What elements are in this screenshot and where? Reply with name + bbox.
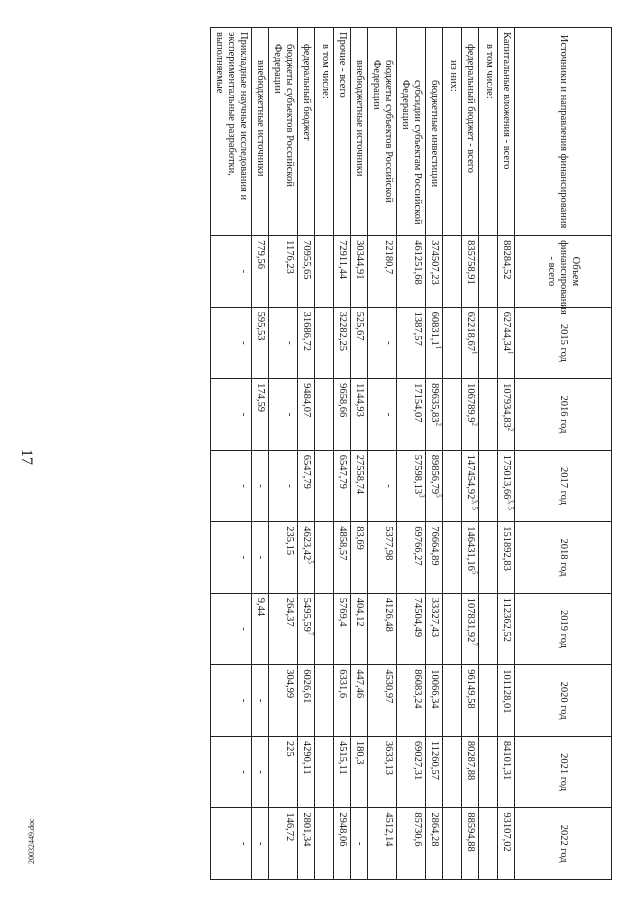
cell-value: -	[284, 412, 295, 417]
cell-value: 374507,23	[429, 240, 440, 285]
table-cell	[298, 665, 315, 737]
table-cell	[368, 307, 397, 379]
cell-value: 101128,01	[501, 669, 512, 714]
cell-value: 96149,58	[465, 669, 476, 709]
cell-value: -	[284, 341, 295, 345]
cell-value: 447,46	[354, 669, 365, 699]
table-cell	[211, 522, 252, 594]
cell-value: 4858,57	[337, 526, 348, 561]
table-cell	[479, 522, 498, 594]
document-code: 20032449.doc	[27, 818, 36, 864]
cell-value: 4512,14	[383, 812, 394, 847]
table-cell	[351, 236, 368, 308]
cell-value: 525,67	[354, 311, 365, 341]
table-cell	[426, 736, 443, 808]
table-cell	[334, 522, 351, 594]
table-cell	[269, 236, 298, 308]
table-cell	[269, 522, 298, 594]
cell-value: -	[238, 484, 249, 488]
table-cell	[397, 522, 426, 594]
cell-value: 147454,92	[465, 454, 476, 500]
table-cell	[479, 736, 498, 808]
table-cell	[252, 593, 269, 665]
table-cell	[351, 665, 368, 737]
cell-value: 264,37	[284, 597, 295, 627]
footnote-mark: 3, 5	[506, 499, 515, 510]
table-cell	[443, 736, 462, 808]
table-cell	[211, 736, 252, 808]
table-cell	[443, 808, 462, 880]
table-cell	[443, 522, 462, 594]
row-label: бюджетные инвестиции	[426, 28, 443, 236]
row-label: бюджеты субъектов Российской Федерации	[368, 28, 397, 236]
header-year: 2017 год	[515, 450, 612, 522]
footnote-mark: 7	[470, 642, 479, 646]
cell-value: -	[238, 698, 249, 703]
table-cell	[252, 379, 269, 451]
table-row	[334, 28, 351, 880]
row-label: федеральный бюджет - всего	[462, 28, 479, 236]
cell-value: 595,53	[255, 311, 266, 341]
table-cell	[479, 450, 498, 522]
cell-value: 2864,28	[429, 812, 440, 847]
cell-value: -	[238, 841, 249, 846]
table-row	[269, 28, 298, 880]
cell-value: -	[284, 484, 295, 488]
cell-value: 86083,24	[412, 669, 423, 709]
table-cell	[397, 736, 426, 808]
cell-value: 27558,74	[354, 454, 365, 495]
header-row	[515, 28, 612, 880]
table-cell	[351, 450, 368, 522]
row-label: внебюджетные источники	[252, 28, 269, 236]
table-cell	[334, 665, 351, 737]
row-label: из них:	[443, 28, 462, 236]
cell-value: -	[238, 627, 249, 631]
table-cell	[252, 236, 269, 308]
cell-value: -	[255, 698, 266, 703]
table-cell	[351, 593, 368, 665]
table-cell	[269, 808, 298, 880]
table-cell	[334, 307, 351, 379]
header-total: Объем финансирования - всего	[515, 236, 612, 308]
table-cell	[368, 593, 397, 665]
footnote-mark: 7	[306, 631, 315, 636]
table-cell	[426, 808, 443, 880]
header-year: 2020 год	[515, 665, 612, 737]
footnote-mark: 3, 5	[470, 499, 479, 510]
table-cell	[397, 379, 426, 451]
cell-value: 9,44	[255, 597, 266, 617]
table-cell	[298, 593, 315, 665]
table-cell	[397, 593, 426, 665]
header-year: 2019 год	[515, 593, 612, 665]
table-cell	[269, 736, 298, 808]
row-label: в том числе:	[315, 28, 334, 236]
header-source: Источники и направления финансирования	[515, 28, 612, 236]
table-cell	[368, 450, 397, 522]
table-cell	[426, 522, 443, 594]
table-row	[351, 28, 368, 880]
table-cell	[426, 236, 443, 308]
table-cell	[334, 236, 351, 308]
table-cell	[315, 236, 334, 308]
cell-value: 84101,31	[501, 740, 512, 781]
cell-value: 107934,83	[501, 383, 512, 428]
table-cell	[368, 236, 397, 308]
table-cell	[498, 379, 515, 451]
table-cell	[252, 736, 269, 808]
cell-value: 69766,27	[412, 526, 423, 566]
table-cell	[443, 236, 462, 308]
cell-value: 180,3	[354, 740, 365, 765]
cell-value: 146,72	[284, 812, 295, 842]
cell-value: 5495,59	[301, 597, 312, 632]
cell-value: 74504,49	[412, 597, 423, 638]
cell-value: 88284,52	[501, 240, 512, 280]
table-cell	[479, 665, 498, 737]
cell-value: 11260,57	[429, 740, 440, 780]
table-cell	[443, 593, 462, 665]
table-cell	[462, 379, 479, 451]
cell-value: 112362,52	[501, 597, 512, 643]
table-cell	[426, 307, 443, 379]
table-cell	[315, 808, 334, 880]
cell-value: 4290,11	[301, 740, 312, 775]
table-cell	[298, 307, 315, 379]
table-cell	[443, 379, 462, 451]
table-cell	[298, 450, 315, 522]
cell-value: 835758,91	[465, 240, 476, 285]
table-cell	[479, 307, 498, 379]
cell-value: 4623,42	[301, 526, 312, 561]
table-cell	[211, 808, 252, 880]
table-cell	[479, 808, 498, 880]
footnote-mark: 1	[434, 345, 443, 350]
table-cell	[498, 808, 515, 880]
cell-value: 106789,9	[465, 383, 476, 423]
table-cell	[479, 593, 498, 665]
cell-value: 3633,13	[383, 740, 394, 775]
table-cell	[351, 808, 368, 880]
cell-value: 17154,07	[412, 383, 423, 423]
row-label: Прочие - всего	[334, 28, 351, 236]
table-row	[462, 28, 479, 880]
cell-value: -	[255, 555, 266, 560]
cell-value: 1144,93	[354, 383, 365, 417]
footnote-mark: 5	[434, 494, 443, 498]
table-cell	[298, 736, 315, 808]
cell-value: 93107,02	[501, 812, 512, 852]
cell-value: 85730,6	[412, 812, 423, 847]
table-cell	[252, 307, 269, 379]
row-label: в том числе:	[479, 28, 498, 236]
cell-value: -	[238, 412, 249, 417]
table-cell	[269, 665, 298, 737]
table-cell	[426, 665, 443, 737]
table-cell	[498, 736, 515, 808]
table-cell	[426, 450, 443, 522]
table-cell	[368, 379, 397, 451]
cell-value: 2801,34	[301, 812, 312, 847]
cell-value: 60831,1	[429, 311, 440, 346]
table-cell	[351, 307, 368, 379]
cell-value: 6547,79	[301, 454, 312, 489]
cell-value: -	[383, 484, 394, 488]
table-row	[443, 28, 462, 880]
cell-value: -	[238, 341, 249, 345]
cell-value: 4126,48	[383, 597, 394, 632]
footnote-mark: 5	[306, 560, 315, 564]
table-cell	[498, 593, 515, 665]
table-cell	[479, 379, 498, 451]
cell-value: 32282,25	[337, 311, 348, 352]
table-cell	[269, 450, 298, 522]
cell-value: 83,69	[354, 526, 365, 550]
table-cell	[443, 307, 462, 379]
cell-value: -	[238, 555, 249, 560]
table-cell	[269, 379, 298, 451]
footnote-mark: 2	[470, 422, 479, 427]
cell-value: 88594,88	[465, 812, 476, 852]
table-cell	[269, 593, 298, 665]
header-year: 2021 год	[515, 736, 612, 808]
cell-value: 2948,06	[337, 812, 348, 847]
table-row	[252, 28, 269, 880]
table-cell	[298, 236, 315, 308]
table-row	[498, 28, 515, 880]
row-label: бюджеты субъектов Российской Федерации	[269, 28, 298, 236]
cell-value: 89856,79	[429, 454, 440, 495]
table-cell	[252, 808, 269, 880]
cell-value: 4530,97	[383, 669, 394, 704]
cell-value: 235,15	[284, 526, 295, 556]
table-cell	[397, 450, 426, 522]
table-cell	[498, 665, 515, 737]
table-cell	[315, 450, 334, 522]
table-cell	[211, 307, 252, 379]
cell-value: 304,99	[284, 669, 295, 699]
table-cell	[479, 236, 498, 308]
table-cell	[334, 736, 351, 808]
cell-value: -	[383, 341, 394, 345]
cell-value: 9658,66	[337, 383, 348, 418]
table-cell	[315, 522, 334, 594]
table-cell	[252, 522, 269, 594]
table-cell	[397, 665, 426, 737]
table-cell	[443, 665, 462, 737]
row-label: Прикладные научные исследования и экспериментальные разработки, выполняемые	[211, 28, 252, 236]
table-cell	[315, 665, 334, 737]
table-row	[211, 28, 252, 880]
table-cell	[211, 450, 252, 522]
table-cell	[269, 307, 298, 379]
footnote-mark: 2	[506, 427, 515, 432]
cell-value: 31686,72	[301, 311, 312, 352]
footnote-mark: 2	[434, 422, 443, 427]
cell-value: 80287,88	[465, 740, 476, 781]
cell-value: 225	[284, 740, 295, 757]
table-cell	[252, 665, 269, 737]
financing-table	[70, 27, 612, 880]
cell-value: 1176,23	[284, 240, 295, 274]
cell-value: 89635,83	[429, 383, 440, 423]
cell-value: 6547,79	[337, 454, 348, 489]
cell-value: 4515,11	[337, 740, 348, 775]
table-cell	[315, 736, 334, 808]
cell-value: 174,59	[255, 383, 266, 413]
table-cell	[462, 808, 479, 880]
table-cell	[298, 379, 315, 451]
table-cell	[368, 522, 397, 594]
cell-value: 175013,66	[501, 454, 512, 500]
table-cell	[426, 379, 443, 451]
table-cell	[315, 379, 334, 451]
cell-value: -	[238, 770, 249, 774]
header-year: 2022 год	[515, 808, 612, 880]
cell-value: 779,56	[255, 240, 266, 269]
table-row	[426, 28, 443, 880]
row-label: субсидии субъектам Российской Федерации	[397, 28, 426, 236]
table-cell	[462, 522, 479, 594]
table-cell	[462, 450, 479, 522]
table-cell	[211, 236, 252, 308]
table-cell	[462, 593, 479, 665]
footnote-mark: 5	[470, 570, 479, 575]
cell-value: -	[255, 484, 266, 488]
table-cell	[334, 379, 351, 451]
table-cell	[462, 307, 479, 379]
table-cell	[368, 808, 397, 880]
header-year: 2018 год	[515, 522, 612, 594]
cell-value: -	[383, 412, 394, 417]
cell-value: 57598,13	[412, 454, 423, 495]
cell-value: 9484,07	[301, 383, 312, 418]
cell-value: 6026,61	[301, 669, 312, 704]
row-label: внебюджетные источники	[351, 28, 368, 236]
cell-value: 70955,65	[301, 240, 312, 280]
row-label: федеральный бюджет	[298, 28, 315, 236]
cell-value: 5377,98	[383, 526, 394, 561]
table-cell	[334, 450, 351, 522]
table-cell	[462, 736, 479, 808]
cell-value: -	[255, 841, 266, 846]
table-cell	[368, 736, 397, 808]
cell-value: 33327,43	[429, 597, 440, 638]
cell-value: 5769,4	[337, 597, 348, 627]
table-cell	[498, 450, 515, 522]
row-label: Капитальные вложения - всего	[498, 28, 515, 236]
table-cell	[252, 450, 269, 522]
cell-value: 22180,7	[383, 240, 394, 275]
cell-value: -	[354, 841, 365, 846]
cell-value: 1387,57	[412, 311, 423, 346]
cell-value: 69027,31	[412, 740, 423, 781]
cell-value: 107831,92	[465, 597, 476, 643]
cell-value: 10066,34	[429, 669, 440, 709]
table-cell	[298, 522, 315, 594]
table-cell	[498, 307, 515, 379]
table-cell	[462, 236, 479, 308]
table-cell	[397, 236, 426, 308]
footnote-mark: 1	[506, 351, 515, 355]
cell-value: -	[238, 269, 249, 274]
page-number: 17	[18, 449, 35, 465]
table-cell	[211, 593, 252, 665]
cell-value: 62218,67	[465, 311, 476, 352]
cell-value: 62744,34	[501, 311, 512, 352]
footnote-mark: 3	[417, 494, 426, 498]
table-cell	[426, 593, 443, 665]
cell-value: 72911,44	[337, 240, 348, 280]
cell-value: 404,12	[354, 597, 365, 627]
table-cell	[397, 307, 426, 379]
cell-value: -	[255, 770, 266, 774]
table-cell	[351, 379, 368, 451]
footnote-mark: 1	[470, 351, 479, 355]
cell-value: 6331,6	[337, 669, 348, 699]
table-cell	[315, 307, 334, 379]
table-cell	[351, 522, 368, 594]
cell-value: 461251,68	[412, 240, 423, 285]
table-cell	[211, 665, 252, 737]
table-cell	[443, 450, 462, 522]
header-year: 2015 год	[515, 307, 612, 379]
table-cell	[498, 522, 515, 594]
table-row	[397, 28, 426, 880]
table-row	[315, 28, 334, 880]
table-row	[298, 28, 315, 880]
table-cell	[462, 665, 479, 737]
table-cell	[298, 808, 315, 880]
table-cell	[368, 665, 397, 737]
table-row	[368, 28, 397, 880]
table-cell	[397, 808, 426, 880]
cell-value: 30344,91	[354, 240, 365, 280]
table-cell	[334, 593, 351, 665]
table-cell	[211, 379, 252, 451]
table-row	[479, 28, 498, 880]
cell-value: 151892,83	[501, 526, 512, 571]
table-cell	[334, 808, 351, 880]
cell-value: 146431,16	[465, 526, 476, 571]
table-cell	[351, 736, 368, 808]
cell-value: 76664,89	[429, 526, 440, 566]
table-cell	[315, 593, 334, 665]
table-cell	[498, 236, 515, 308]
header-year: 2016 год	[515, 379, 612, 451]
